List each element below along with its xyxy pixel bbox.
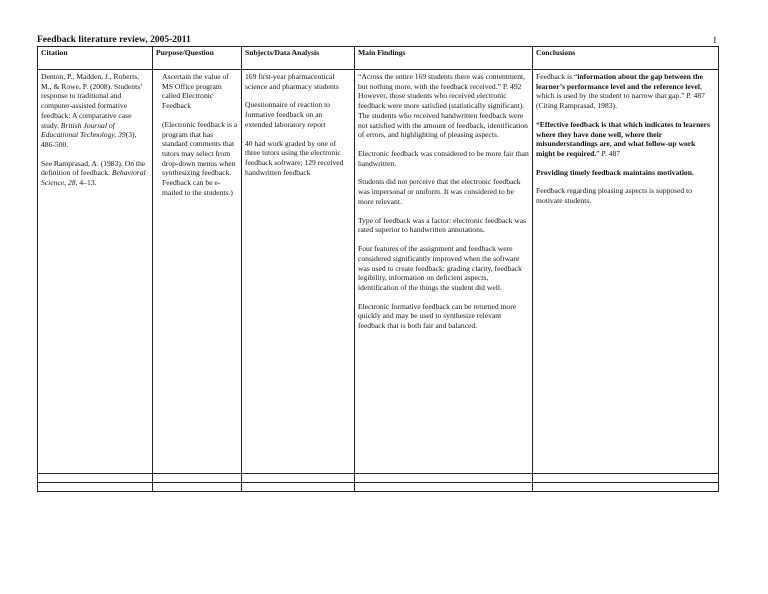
conclusion-emphasis: “Effective feedback is that which indicates to learners where they have done well, where their misunderstandings are, and what follow-up work might be required. bbox=[536, 119, 710, 159]
empty-cell bbox=[153, 474, 242, 483]
page-number: 1 bbox=[712, 35, 717, 45]
subjects-participants: 169 first-year pharmaceutical science and pharmacy students bbox=[245, 72, 339, 91]
conclusion-item: Feedback regarding pleasing aspects is supposed to motivate students. bbox=[536, 186, 693, 206]
empty-cell bbox=[533, 474, 719, 483]
finding-item: Type of feedback was a factor: electronic feedback was rated superior to handwritten annotations. bbox=[358, 215, 527, 235]
citation-cell bbox=[38, 70, 153, 474]
table-header-row bbox=[38, 47, 719, 70]
see-also-text: See Ramprasad, A. (1983). On the definition of feedback. bbox=[41, 158, 146, 178]
column-header-purpose: Purpose/Question bbox=[153, 47, 242, 70]
findings-cell bbox=[355, 70, 533, 474]
finding-item: Electronic formative feedback can be returned more quickly and may be used to synthesize relevant feedback that is both fair and balanced. bbox=[358, 301, 517, 331]
column-header-conclusions: Conclusions bbox=[533, 47, 719, 70]
conclusion-item: Providing timely feedback maintains motivation. bbox=[536, 167, 694, 177]
citation-text: Denton, P., Madden, J., Roberts, M., & Rowe, P. (2008). Students’ response to traditional and computer-assisted formative feedback: A comparative case study. bbox=[41, 72, 143, 130]
column-header-findings: Main Findings bbox=[355, 47, 533, 70]
empty-cell bbox=[355, 474, 533, 483]
finding-item: Four features of the assignment and feedback were considered significantly improved when the software was used to create feedback: grading clarity, feedback legibility, information on deficient aspects, identification of the things the student did well. bbox=[358, 244, 522, 292]
empty-table-row bbox=[38, 474, 719, 483]
empty-cell bbox=[242, 474, 355, 483]
citation-reference bbox=[41, 72, 149, 150]
conclusion-emphasis: information about the gap between the learner’s performance level and the reference level bbox=[536, 72, 703, 91]
empty-table-row bbox=[38, 483, 719, 492]
citation-see-also bbox=[41, 159, 149, 188]
finding-item: “Across the entire 169 students there was contentment, but nothing more, with the feedback received.” P. 492 However, those students who received electronic feedback were more satisfied (statistically significant). The students who received handwritten feedback were not satisfied with the amount of feedback, identification of errors, and highlighting of pleasing aspects. bbox=[358, 72, 528, 140]
purpose-text: Ascertain the value of MS Office program called Electronic Feedback bbox=[162, 72, 229, 111]
subjects-instrument: Questionnaire of reaction to formative feedback on an extended laboratory report bbox=[245, 100, 330, 129]
document-title: Feedback literature review, 2005-2011 bbox=[37, 35, 191, 45]
empty-cell bbox=[533, 483, 719, 492]
column-header-subjects: Subjects/Data Analysis bbox=[242, 47, 355, 70]
purpose-cell bbox=[153, 70, 242, 474]
finding-item: Electronic feedback was considered to be more fair than handwritten. bbox=[358, 149, 529, 168]
finding-item: Students did not perceive that the electronic feedback was impersonal or uniform. It was considered to be more relevant. bbox=[358, 177, 521, 206]
column-header-citation: Citation bbox=[38, 47, 153, 70]
empty-cell bbox=[38, 474, 153, 483]
see-also-pages: , 4–13. bbox=[75, 178, 97, 188]
empty-cell bbox=[355, 483, 533, 492]
empty-cell bbox=[242, 483, 355, 492]
subjects-groups: 40 had work graded by one of three tutors using the electronic feedback software; 129 received handwritten feedback bbox=[245, 138, 344, 177]
conclusion-item bbox=[536, 72, 715, 111]
conclusion-text: Feedback is “ bbox=[536, 72, 578, 81]
table-row bbox=[38, 70, 719, 474]
citation-journal: British Journal of Educational Technology, 39 bbox=[41, 120, 126, 140]
see-also-journal: Behavioral Science, 28 bbox=[41, 168, 146, 188]
conclusions-cell bbox=[533, 70, 719, 474]
empty-cell bbox=[153, 483, 242, 492]
conclusion-text: , which is used by the student to narrow that gap.” P. 487 (Citing Ramprasad, 1983). bbox=[536, 81, 705, 111]
conclusion-text: ” P. 487 bbox=[596, 149, 621, 159]
citation-volume: (3), 486-500. bbox=[41, 130, 137, 150]
conclusion-item bbox=[536, 120, 715, 159]
empty-cell bbox=[38, 483, 153, 492]
purpose-note: (Electronic feedback is a program that has standard comments that tutors may select from drop-down menus when synthesizing feedback. Feedback can be e-mailed to the students.) bbox=[162, 119, 238, 197]
subjects-cell bbox=[242, 70, 355, 474]
literature-review-table bbox=[37, 46, 719, 492]
